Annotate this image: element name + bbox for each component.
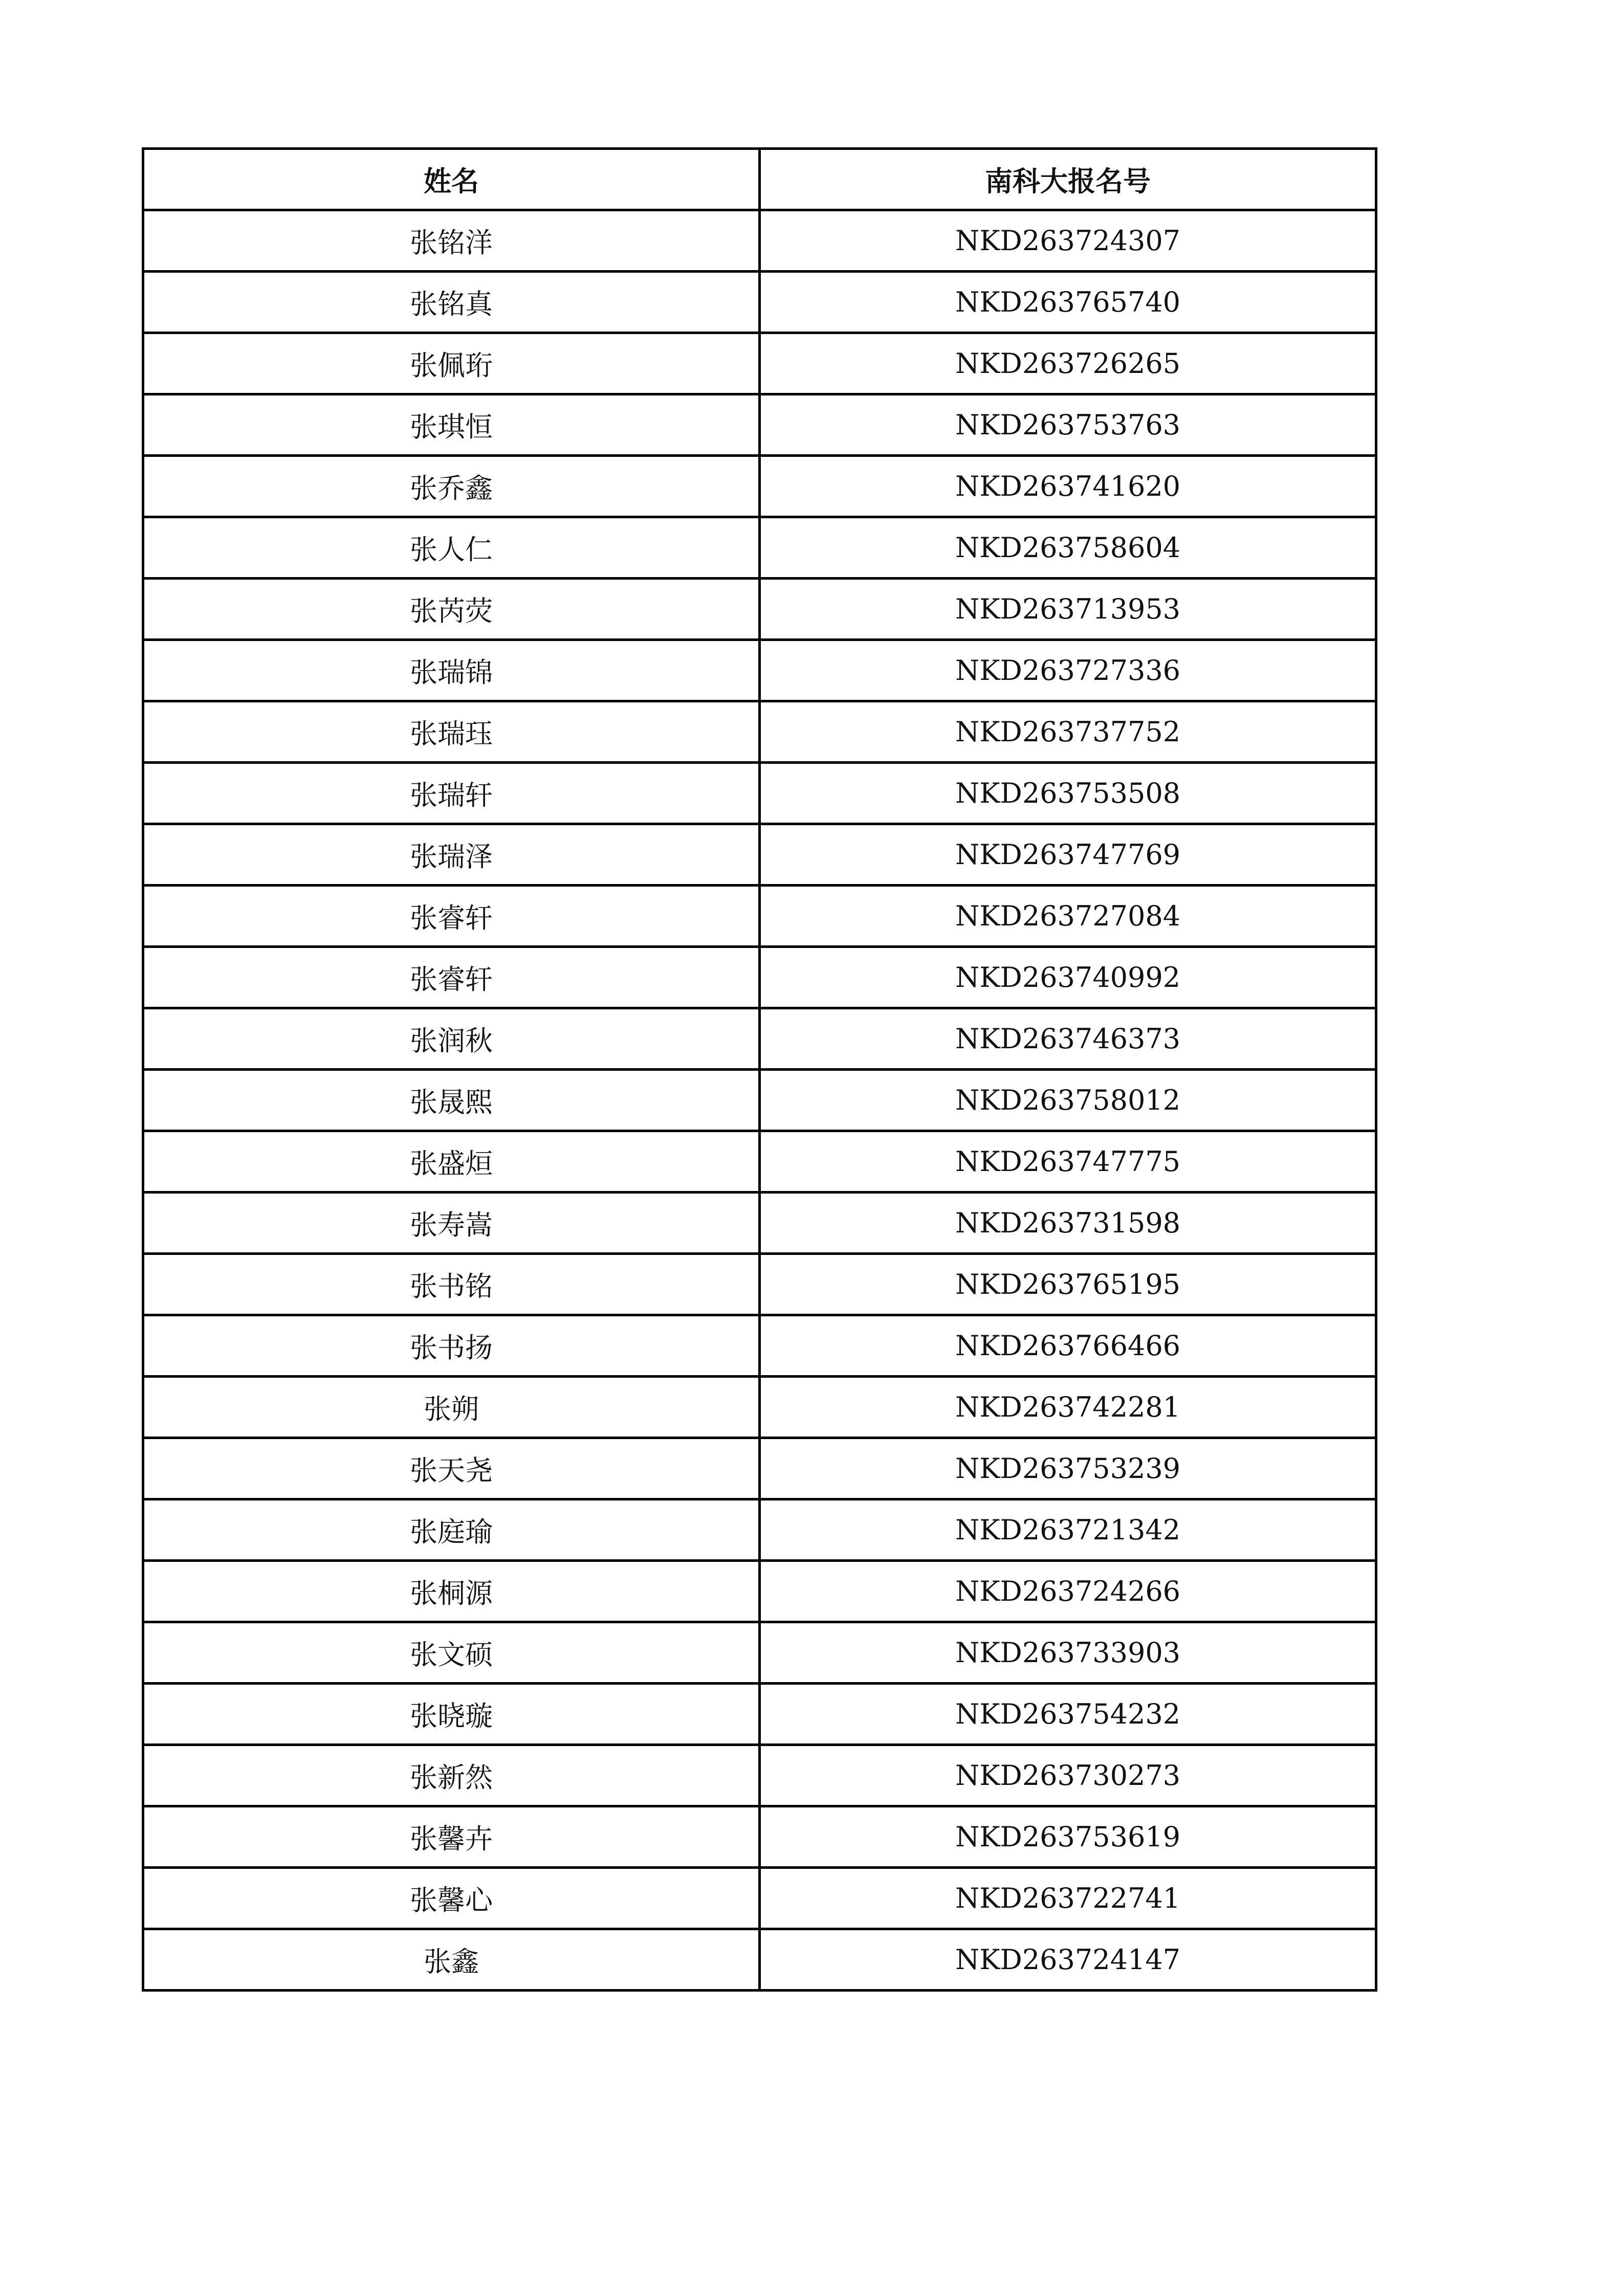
table-row [143, 1929, 1376, 1991]
cell-name: 张书扬 [143, 1315, 760, 1377]
table-row [143, 579, 1376, 640]
table-row [143, 272, 1376, 333]
cell-registration-number: NKD263737752 [760, 701, 1376, 763]
cell-name: 张庭瑜 [143, 1499, 760, 1561]
table-row [143, 1070, 1376, 1131]
cell-registration-number: NKD263754232 [760, 1684, 1376, 1745]
cell-registration-number: NKD263766466 [760, 1315, 1376, 1377]
table-row [143, 210, 1376, 272]
cell-name: 张晓璇 [143, 1684, 760, 1745]
cell-name: 张瑞泽 [143, 824, 760, 886]
cell-registration-number: NKD263724307 [760, 210, 1376, 272]
table-row [143, 456, 1376, 517]
cell-name: 张新然 [143, 1745, 760, 1806]
cell-registration-number: NKD263740992 [760, 947, 1376, 1008]
cell-name: 张人仁 [143, 517, 760, 579]
cell-name: 张瑞珏 [143, 701, 760, 763]
cell-name: 张天尧 [143, 1438, 760, 1499]
cell-name: 张润秋 [143, 1008, 760, 1070]
table-row [143, 517, 1376, 579]
cell-registration-number: NKD263753239 [760, 1438, 1376, 1499]
cell-registration-number: NKD263758604 [760, 517, 1376, 579]
table-row [143, 1131, 1376, 1193]
table-row [143, 1254, 1376, 1315]
table-row [143, 1499, 1376, 1561]
table-row [143, 763, 1376, 824]
cell-registration-number: NKD263721342 [760, 1499, 1376, 1561]
cell-registration-number: NKD263753619 [760, 1806, 1376, 1868]
table-row [143, 1806, 1376, 1868]
cell-registration-number: NKD263726265 [760, 333, 1376, 394]
table-header [143, 149, 1376, 210]
cell-name: 张晟熙 [143, 1070, 760, 1131]
table-row [143, 1561, 1376, 1622]
cell-name: 张琪恒 [143, 394, 760, 456]
header-name: 姓名 [143, 149, 760, 210]
cell-registration-number: NKD263741620 [760, 456, 1376, 517]
table-body [143, 210, 1376, 1991]
cell-registration-number: NKD263733903 [760, 1622, 1376, 1684]
cell-registration-number: NKD263747775 [760, 1131, 1376, 1193]
table-row [143, 1008, 1376, 1070]
cell-registration-number: NKD263753763 [760, 394, 1376, 456]
table-row [143, 1377, 1376, 1438]
cell-registration-number: NKD263753508 [760, 763, 1376, 824]
cell-name: 张桐源 [143, 1561, 760, 1622]
registration-table [142, 147, 1377, 1992]
cell-registration-number: NKD263724147 [760, 1929, 1376, 1991]
cell-registration-number: NKD263742281 [760, 1377, 1376, 1438]
cell-registration-number: NKD263713953 [760, 579, 1376, 640]
cell-name: 张芮荧 [143, 579, 760, 640]
cell-name: 张睿轩 [143, 886, 760, 947]
cell-name: 张瑞锦 [143, 640, 760, 701]
table-row [143, 333, 1376, 394]
cell-registration-number: NKD263727336 [760, 640, 1376, 701]
cell-name: 张馨心 [143, 1868, 760, 1929]
cell-registration-number: NKD263730273 [760, 1745, 1376, 1806]
cell-name: 张铭洋 [143, 210, 760, 272]
cell-registration-number: NKD263746373 [760, 1008, 1376, 1070]
table-row [143, 1438, 1376, 1499]
table-row [143, 394, 1376, 456]
cell-name: 张朔 [143, 1377, 760, 1438]
table-row [143, 1745, 1376, 1806]
cell-name: 张鑫 [143, 1929, 760, 1991]
cell-name: 张乔鑫 [143, 456, 760, 517]
cell-name: 张睿轩 [143, 947, 760, 1008]
table-row [143, 1622, 1376, 1684]
cell-name: 张铭真 [143, 272, 760, 333]
table-row [143, 1684, 1376, 1745]
table-row [143, 1315, 1376, 1377]
table-row [143, 1193, 1376, 1254]
cell-registration-number: NKD263747769 [760, 824, 1376, 886]
header-registration-number: 南科大报名号 [760, 149, 1376, 210]
cell-registration-number: NKD263765195 [760, 1254, 1376, 1315]
cell-registration-number: NKD263765740 [760, 272, 1376, 333]
table-row [143, 947, 1376, 1008]
cell-name: 张馨卉 [143, 1806, 760, 1868]
cell-registration-number: NKD263731598 [760, 1193, 1376, 1254]
table-row [143, 1868, 1376, 1929]
header-row [143, 149, 1376, 210]
cell-registration-number: NKD263727084 [760, 886, 1376, 947]
table-row [143, 701, 1376, 763]
cell-name: 张盛烜 [143, 1131, 760, 1193]
cell-registration-number: NKD263722741 [760, 1868, 1376, 1929]
table-row [143, 886, 1376, 947]
cell-name: 张寿嵩 [143, 1193, 760, 1254]
cell-name: 张瑞轩 [143, 763, 760, 824]
table-row [143, 824, 1376, 886]
cell-name: 张书铭 [143, 1254, 760, 1315]
table-row [143, 640, 1376, 701]
cell-registration-number: NKD263724266 [760, 1561, 1376, 1622]
cell-name: 张佩珩 [143, 333, 760, 394]
cell-registration-number: NKD263758012 [760, 1070, 1376, 1131]
cell-name: 张文硕 [143, 1622, 760, 1684]
